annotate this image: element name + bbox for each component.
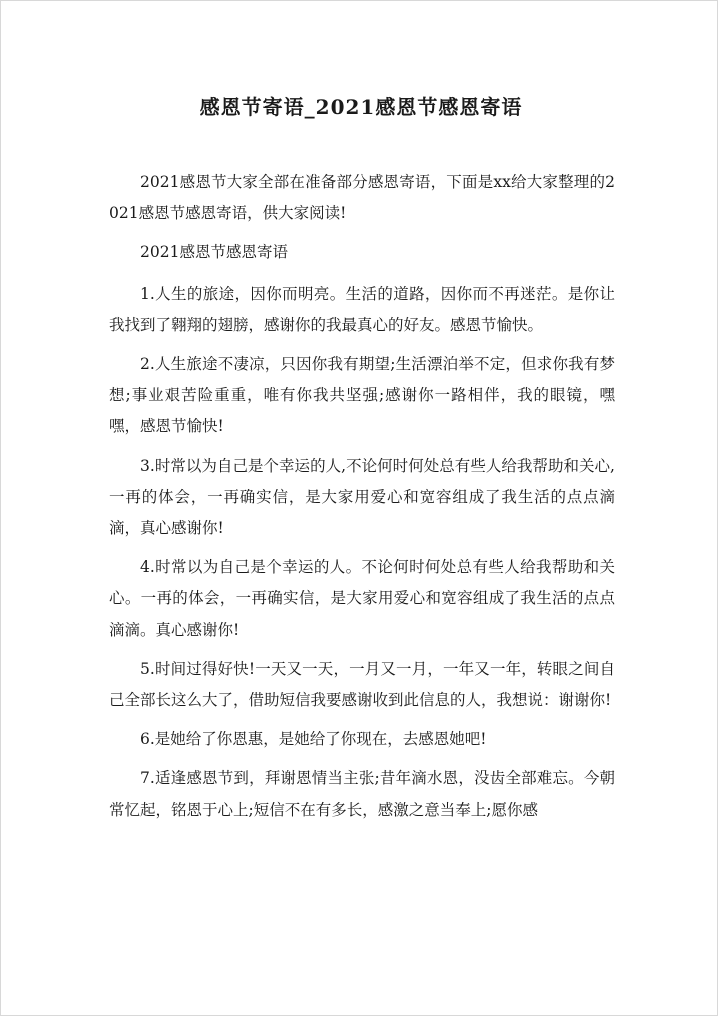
- message-paragraph-5: 5.时间过得好快!一天又一天，一月又一月，一年又一年，转眼之间自己全部长这么大了，借助短信我要感谢收到此信息的人，我想说：谢谢你!: [109, 659, 615, 710]
- document-body: [109, 167, 615, 834]
- message-paragraph-7: 7.适逢感恩节到，拜谢恩情当主张;昔年滴水恩，没齿全部难忘。今朝常忆起，铭恩于心上;短信不在有多长，感激之意当奉上;愿你感: [109, 769, 615, 819]
- section-heading: 2021感恩节感恩寄语: [140, 243, 288, 262]
- message-paragraph-6: 6.是她给了你恩惠，是她给了你现在，去感恩她吧!: [140, 730, 487, 749]
- message-paragraph-2: 2.人生旅途不凄凉，只因你我有期望;生活漂泊举不定，但求你我有梦想;事业艰苦险重重，唯有你我共坚强;感谢你一路相伴，我的眼镜，嘿嘿，感恩节愉快!: [109, 355, 615, 436]
- message-paragraph-1: 1.人生的旅途，因你而明亮。生活的道路，因你而不再迷茫。是你让我找到了翱翔的翅膀，感谢你的我最真心的好友。感恩节愉快。: [109, 284, 615, 334]
- message-paragraph-3: 3.时常以为自己是个幸运的人,不论何时何处总有些人给我帮助和关心,一再的体会，一再确实信，是大家用爱心和宽容组成了我生活的点点滴滴，真心感谢你!: [109, 456, 615, 538]
- intro-paragraph: 2021感恩节大家全部在准备部分感恩寄语，下面是xx给大家整理的2021感恩节感恩寄语，供大家阅读!: [109, 173, 615, 223]
- message-paragraph-4: 4.时常以为自己是个幸运的人。不论何时何处总有些人给我帮助和关心。一再的体会，一再确实信，是大家用爱心和宽容组成了我生活的点点滴滴。真心感谢你!: [109, 558, 615, 639]
- document-title: 感恩节寄语_2021感恩节感恩寄语: [199, 95, 523, 119]
